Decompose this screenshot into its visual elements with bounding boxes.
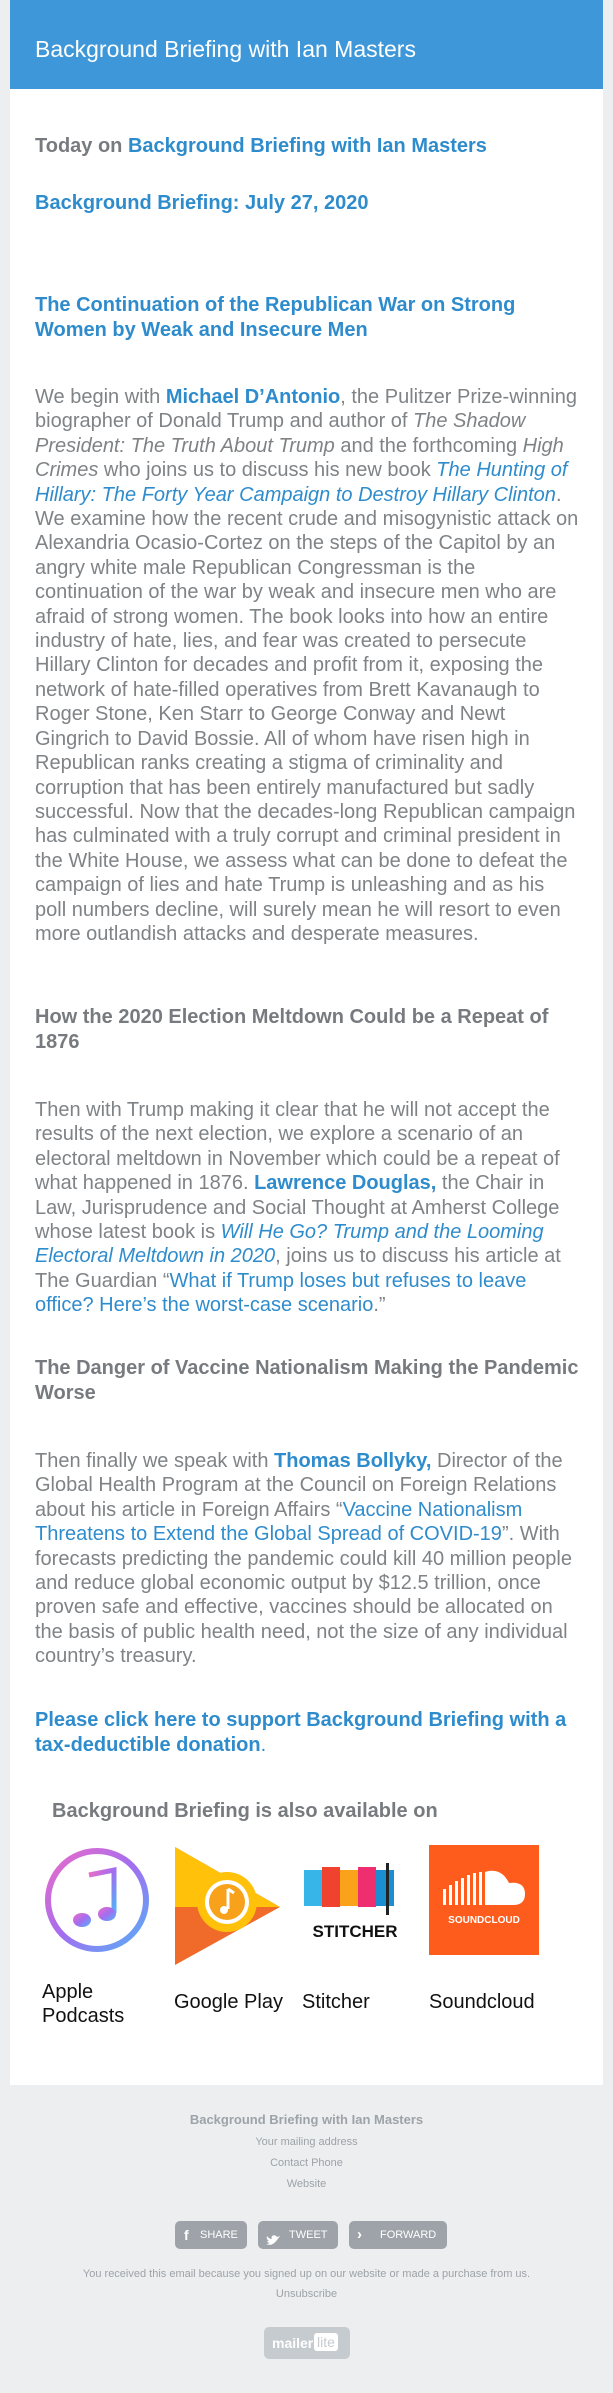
book-link-hunting-of-hillary[interactable]: The Hunting of Hillary: The Forty Year Campaign to Destroy Hillary Clinton [35, 459, 568, 506]
footer-website-link[interactable]: Website [286, 2178, 327, 2190]
book-link-will-he-go[interactable]: Will He Go? Trump and the Looming Electoral Meltdown in 2020 [35, 1221, 544, 1268]
show-name-link[interactable]: Background Briefing with Ian Masters [127, 135, 487, 157]
guest-link-bollyky[interactable]: Thomas Bollyky, [274, 1450, 432, 1472]
forward-button[interactable]: › FORWARD [349, 2221, 447, 2249]
guest-link-douglas[interactable]: Lawrence Douglas, [254, 1172, 437, 1195]
soundcloud-label[interactable]: Soundcloud [429, 1991, 535, 2013]
stitcher-icon[interactable] [300, 1845, 410, 1955]
google-play-icon[interactable] [172, 1845, 282, 1955]
segment2-heading: How the 2020 Election Meltdown Could be a Repeat of 1876 [35, 1006, 549, 1053]
stitcher-label[interactable]: Stitcher [302, 1991, 370, 2013]
segment3-paragraph: Then finally we speak with Thomas Bollyky, Director of the Global Health Program at the Council on Foreign Relations about his article in Foreign Affairs “Vaccine Nationalism Threatens to Extend the Global Spread of COVID-19”. With forecasts predicting the pandemic could kill 40 million people and reduce global economic output by $12.5 trillion, once proven safe and effective, vaccines should be allocated on the basis of public health need, not the size of any individual country’s treasury. [35, 1450, 572, 1668]
apple-podcasts-label[interactable]: Apple Podcasts [42, 1981, 125, 2027]
mailerlite-logo-suffix: lite [314, 2333, 338, 2351]
footer-address: Your mailing address [255, 2136, 358, 2148]
donate-link[interactable]: Please click here to support Background Briefing with a tax-deductible donation [35, 1709, 567, 1756]
svg-text:STITCHER: STITCHER [312, 1922, 398, 1941]
episode-date-link[interactable]: Background Briefing: July 27, 2020 [35, 192, 369, 214]
footer-notice: You received this email because you signed up on our website or made a purchase from us. [82, 2268, 531, 2280]
apple-podcasts-icon[interactable] [42, 1845, 152, 1955]
tweet-button[interactable]: TWEET [258, 2221, 338, 2249]
today-line: Today on Background Briefing with Ian Masters [35, 135, 487, 157]
mailerlite-badge[interactable] [264, 2327, 350, 2359]
footer-title: Background Briefing with Ian Masters [189, 2112, 424, 2127]
segment2-paragraph: Then with Trump making it clear that he will not accept the results of the next election, we explore a scenario of an electoral meltdown in November which could be a repeat of what happened in 1876. Lawrence Douglas, the Chair in Law, Jurisprudence and Social Thought at Amherst College whose latest book is Will He Go? Trump and the Looming Electoral Meltdown in 2020, joins us to discuss his article at The Guardian “What if Trump loses but refuses to leave office? Here’s the worst-case scenario.” [35, 1099, 561, 1317]
guest-link-dantonio[interactable]: Michael D’Antonio [165, 386, 341, 408]
header-title: Background Briefing with Ian Masters [35, 36, 416, 62]
article-link-guardian[interactable]: What if Trump loses but refuses to leave office? Here’s the worst-case scenario [35, 1269, 527, 1317]
mailerlite-logo: mailer [272, 2335, 314, 2351]
footer-phone: Contact Phone [270, 2157, 343, 2169]
segment1-heading[interactable]: The Continuation of the Republican War on Strong Women by Weak and Insecure Men [35, 294, 516, 341]
segment3-heading: The Danger of Vaccine Nationalism Making the Pandemic Worse [35, 1357, 579, 1404]
segment1-paragraph: We begin with Michael D’Antonio, the Pulitzer Prize-winning biographer of Donald Trump and author of The Shadow President: The Truth About Trump and the forthcoming High Crimes who joins us to discuss his new book The Hunting of Hillary: The Forty Year Campaign to Destroy Hillary Clinton. We examine how the recent crude and misogynistic attack on Alexandria Ocasio-Cortez on the steps of the Capitol by an angry white male Republican Congressman is the continuation of the war by weak and insecure men who are afraid of strong women. The book looks into how an entire industry of hate, lies, and fear was created to persecute Hillary Clinton for decades and profit from it, exposing the network of hate-filled operatives from Brett Kavanaugh to Roger Stone, Ken Starr to George Conway and Newt Gingrich to David Bossie. All of whom have risen high in Republican ranks creating a stigma of criminality and corruption that has been entirely manufactured but sadly successful. Now that the decades-long Republican campaign has culminated with a truly corrupt and criminal president in the White House, we assess what can be done to defeat the campaign of lies and hate Trump is unleashing and as his poll numbers decline, will surely mean he will resort to even more outlandish attacks and desperate measures. [35, 386, 579, 945]
chevron-right-icon: › [357, 2226, 362, 2243]
google-play-label[interactable]: Google Play [174, 1991, 283, 2013]
twitter-icon [266, 2229, 280, 2257]
article-link-foreign-affairs[interactable]: Vaccine Nationalism Threatens to Extend the Global Spread of COVID-19 [35, 1498, 523, 1546]
donate-line: Please click here to support Background Briefing with a tax-deductible donation. [35, 1709, 567, 1756]
facebook-icon: f [184, 2227, 189, 2243]
soundcloud-icon[interactable] [429, 1845, 539, 1955]
platforms-heading: Background Briefing is also available on [52, 1800, 438, 1822]
svg-text:SOUNDCLOUD: SOUNDCLOUD [448, 1915, 520, 1926]
unsubscribe-link[interactable]: Unsubscribe [275, 2288, 338, 2300]
share-button[interactable]: f SHARE [175, 2221, 247, 2249]
email-header [10, 0, 603, 89]
